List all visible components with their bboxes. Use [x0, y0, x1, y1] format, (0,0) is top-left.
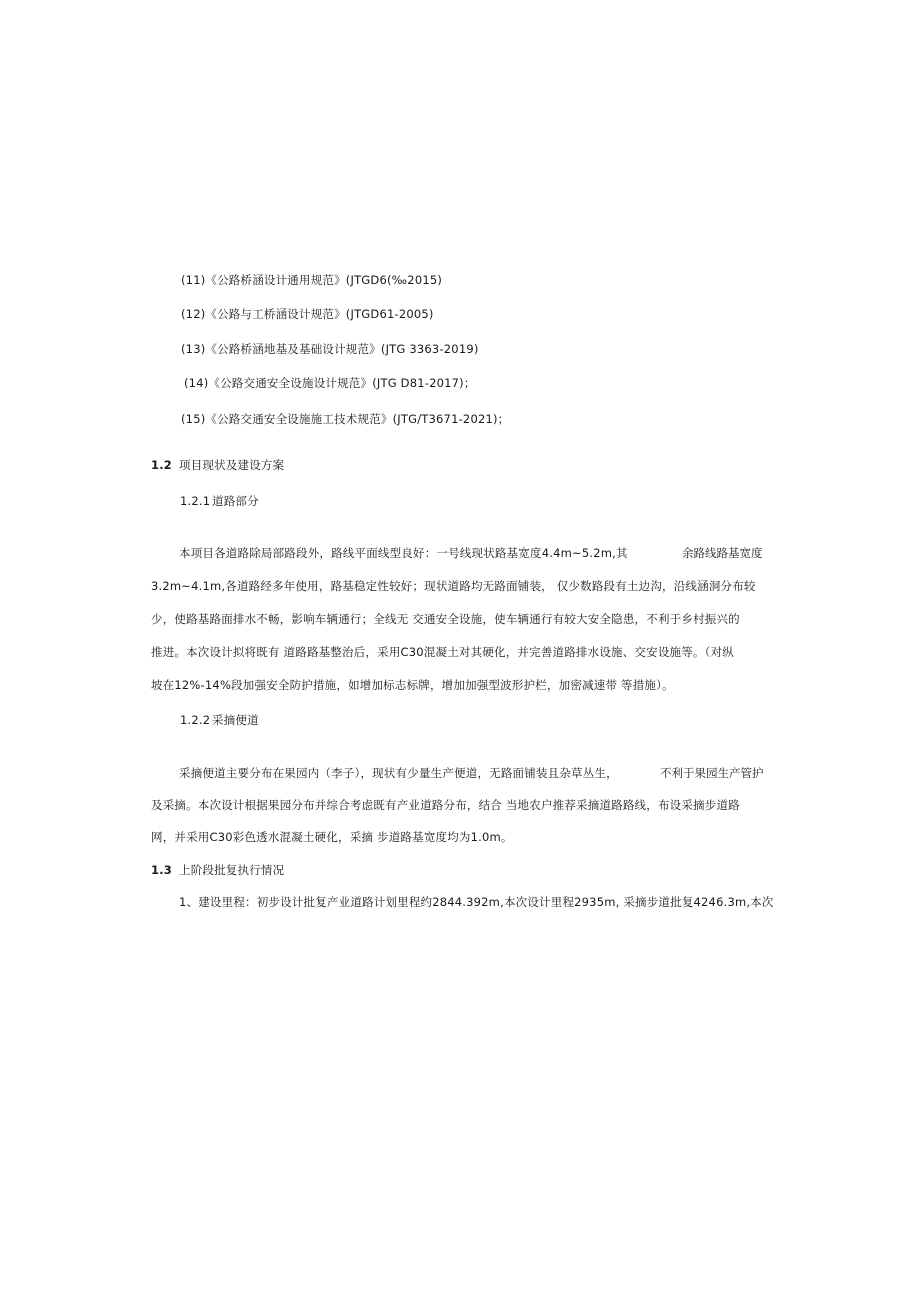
paragraph-line-tail: 余路线路基宽度: [682, 546, 763, 560]
paragraph-line: 本项目各道路除局部路段外，路线平面线型良好：一号线现状路基宽度4.4m~5.2m,其: [179, 546, 628, 560]
section-heading: [151, 458, 284, 472]
subsection-title: 道路部分: [212, 494, 259, 508]
subsection-number: 1.2.1: [180, 494, 211, 508]
subsection-heading: [180, 494, 259, 508]
paragraph-line: 及采摘。本次设计根据果园分布并综合考虑既有产业道路分布，结合 当地农户推荐采摘道路路线，布设采摘步道路: [151, 798, 740, 812]
paragraph-line: 1、建设里程：初步设计批复产业道路计划里程约2844.392m,本次设计里程2935m, 采摘步道批复4246.3m,本次: [179, 895, 774, 909]
paragraph-line: 3.2m~4.1m,各道路经多年使用，路基稳定性较好；现状道路均无路面铺装， 仅少数路段有土边沟，沿线涵洞分布较: [151, 579, 756, 593]
section-number: 1.2: [151, 458, 172, 472]
section-title: 项目现状及建设方案: [179, 458, 285, 472]
reference-item: (15)《公路交通安全设施施工技术规范》(JTG/T3671-2021)；: [181, 412, 510, 426]
section-number: 1.3: [151, 863, 172, 877]
reference-item: (14)《公路交通安全设施设计规范》(JTG D81-2017)；: [184, 376, 476, 390]
reference-item: (12)《公路与工桥涵设计规范》(JTGD61-2005): [181, 307, 434, 321]
section-title: 上阶段批复执行情况: [179, 863, 285, 877]
subsection-heading: [180, 713, 259, 727]
subsection-number: 1.2.2: [180, 713, 211, 727]
subsection-title: 采摘便道: [212, 713, 259, 727]
paragraph-line: 坡在12%-14%段加强安全防护措施，如增加标志标牌，增加加强型波形护栏，加密减速带 等措施）。: [151, 678, 674, 692]
paragraph-line: 网，并采用C30彩色透水混凝土硬化，采摘 步道路基宽度均为1.0m。: [151, 830, 513, 844]
reference-item: (11)《公路桥涵设计通用规范》(JTGD6(‰2015): [181, 273, 443, 287]
paragraph-line-tail: 不利于果园生产管护: [660, 766, 764, 780]
section-heading: [151, 863, 284, 877]
paragraph-line: 少，使路基路面排水不畅，影响车辆通行；全线无 交通安全设施，使车辆通行有较大安全隐患，不利于乡村振兴的: [151, 612, 740, 626]
paragraph-line: 采摘便道主要分布在果园内（李子），现状有少量生产便道，无路面铺装且杂草丛生，: [179, 766, 618, 780]
paragraph-line: 推进。本次设计拟将既有 道路路基整治后，采用C30混凝土对其硬化，并完善道路排水设施、交安设施等。（对纵: [151, 645, 734, 659]
reference-item: (13)《公路桥涵地基及基础设计规范》(JTG 3363-2019): [181, 342, 479, 356]
